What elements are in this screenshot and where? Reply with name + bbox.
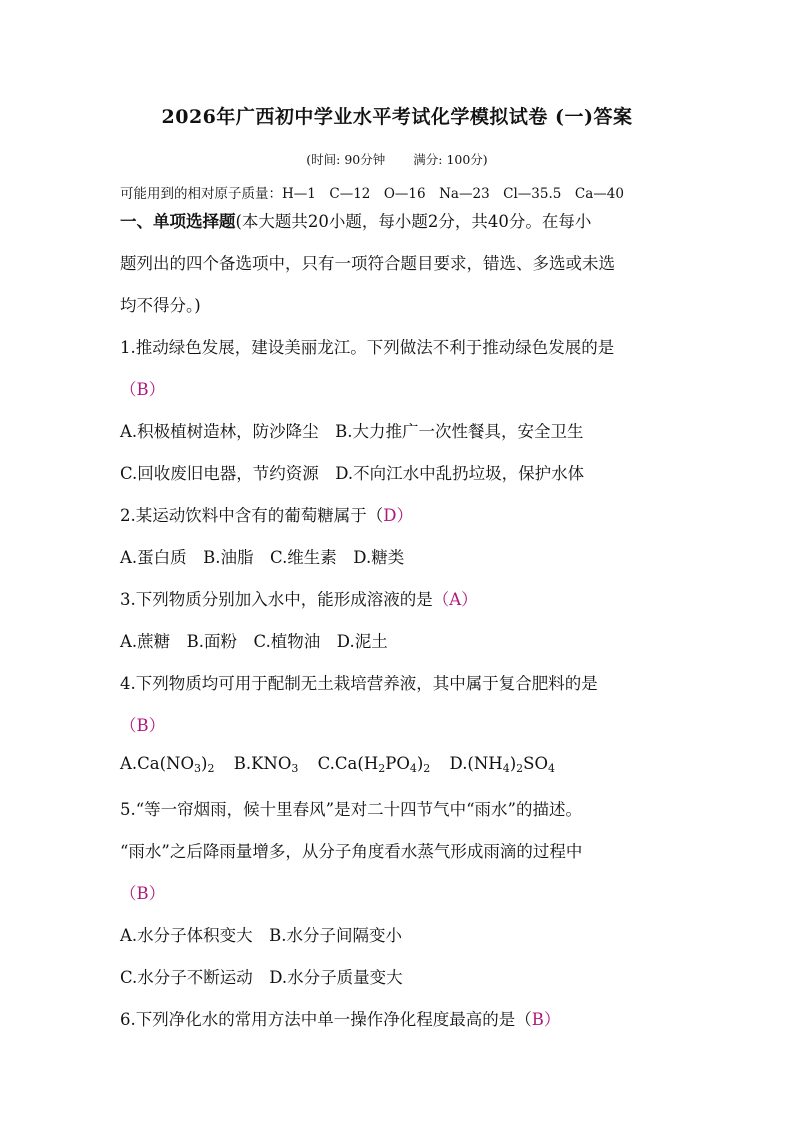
question-4-options <box>120 754 555 773</box>
answer-3: A <box>449 590 462 609</box>
question-5-options-2: C.水分子不断运动 D.水分子质量变大 <box>120 968 403 987</box>
section-intro-line3: 均不得分。) <box>120 296 201 315</box>
question-5-stem-1: 5.“等一帘烟雨，候十里春风”是对二十四节气中“雨水”的描述。 <box>120 800 582 819</box>
atomic-masses: 可能用到的相对原子质量：H—1 C—12 O—16 Na—23 Cl—35.5 Ca—40 <box>120 186 624 202</box>
question-6: 6.下列净化水的常用方法中单一操作净化程度最高的是（B） <box>120 1010 561 1029</box>
question-2-options: A.蛋白质 B.油脂 C.维生素 D.糖类 <box>120 548 405 567</box>
question-5-answer: （B） <box>120 884 166 903</box>
section-intro-line2: 题列出的四个备选项中，只有一项符合题目要求，错选、多选或未选 <box>120 254 615 273</box>
answer-6: B <box>531 1010 544 1029</box>
section-heading: 一、单项选择题 <box>120 212 236 231</box>
section-intro <box>120 208 591 232</box>
question-5-stem-2: “雨水”之后降雨量增多，从分子角度看水蒸气形成雨滴的过程中 <box>120 842 583 861</box>
option-4b: $B.KNO_3$ <box>233 754 299 775</box>
time-label: (时间: 90分钟 <box>306 152 386 167</box>
exam-info <box>0 150 794 168</box>
answer-2: D <box>383 506 397 525</box>
question-1-answer: （B） <box>120 380 166 399</box>
question-2: 2.某运动饮料中含有的葡萄糖属于（D） <box>120 506 413 525</box>
answer-5: B <box>136 884 149 903</box>
section-intro-line1: (本大题共20小题，每小题2分，共40分。在每小 <box>235 212 592 231</box>
answer-1: B <box>136 380 149 399</box>
option-4a: $A.Ca(NO_3)_2$ <box>120 754 215 775</box>
score-label: 满分: 100分) <box>413 152 488 167</box>
question-1-options-2: C.回收废旧电器，节约资源 D.不向江水中乱扔垃圾，保护水体 <box>120 464 585 483</box>
question-3: 3.下列物质分别加入水中，能形成溶液的是（A） <box>120 590 478 609</box>
question-4-stem: 4.下列物质均可用于配制无土栽培营养液，其中属于复合肥料的是 <box>120 674 598 693</box>
question-1-stem: 1.推动绿色发展，建设美丽龙江。下列做法不利于推动绿色发展的是 <box>120 338 615 357</box>
question-4-answer: （B） <box>120 716 166 735</box>
question-2-stem: 2.某运动饮料中含有的葡萄糖属于 <box>120 506 367 525</box>
question-6-stem: 6.下列净化水的常用方法中单一操作净化程度最高的是 <box>120 1010 516 1029</box>
option-4d: $D.(NH_4)_2SO_4$ <box>449 754 555 775</box>
answer-4: B <box>136 716 149 735</box>
option-4c: $C.Ca(H_2PO_4)_2$ <box>317 754 431 775</box>
question-3-options: A.蔗糖 B.面粉 C.植物油 D.泥土 <box>120 632 388 651</box>
question-3-stem: 3.下列物质分别加入水中，能形成溶液的是 <box>120 590 433 609</box>
question-1-options-1: A.积极植树造林，防沙降尘 B.大力推广一次性餐具，安全卫生 <box>120 422 584 441</box>
question-5-options-1: A.水分子体积变大 B.水分子间隔变小 <box>120 926 403 945</box>
page-title: 2026年广西初中学业水平考试化学模拟试卷 (一)答案 <box>161 106 633 128</box>
